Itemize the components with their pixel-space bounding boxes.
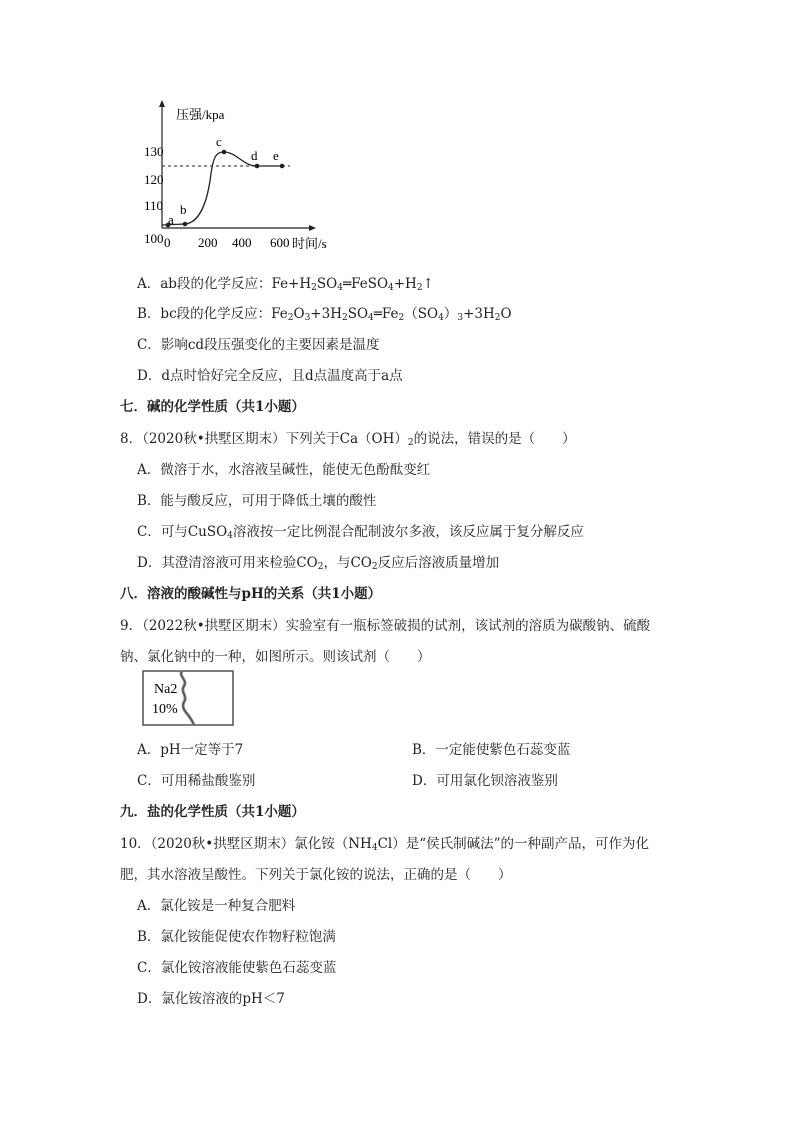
point-e xyxy=(280,164,285,169)
q8-option-a: A．微溶于水，水溶液呈碱性，能使无色酚酞变红 xyxy=(137,462,431,478)
q9-option-c: C．可用稀盐酸鉴别 xyxy=(137,773,256,789)
y-tick-label: 100 xyxy=(144,231,164,246)
y-axis-label: 压强/kpa xyxy=(176,107,225,122)
point-c xyxy=(222,150,227,155)
question-10-stem-line2: 肥，其水溶液呈酸性。下列关于氯化铵的说法，正确的是（ ） xyxy=(120,867,512,883)
q10-option-c: C．氯化铵溶液能使紫色石蕊变蓝 xyxy=(137,960,337,976)
q7-option-a: A．ab段的化学反应：$Fe+H_2SO_4═FeSO_4+H_2↑$ xyxy=(137,276,434,293)
section-heading: 八．溶液的酸碱性与pH的关系（共1小题） xyxy=(120,586,382,602)
y-axis-arrow xyxy=(159,100,165,107)
y-tick-label: 120 xyxy=(144,172,164,187)
q9-option-a: A．pH一定等于7 xyxy=(137,742,244,758)
point-label: b xyxy=(180,202,187,217)
point-label: a xyxy=(168,212,174,227)
q10-option-b: B．氯化铵能促使农作物籽粒饱满 xyxy=(137,929,336,945)
question-8-stem: 8．（2020秋•拱墅区期末）下列关于$Ca(OH)_2$的说法，错误的是（ ） xyxy=(120,431,576,448)
y-tick-label: 110 xyxy=(144,198,164,213)
point-b xyxy=(183,222,188,227)
point-d xyxy=(255,164,260,169)
q8-option-d: D．其澄清溶液可用来检验$CO_2$，与$CO_2$反应后溶液质量增加 xyxy=(137,555,500,572)
q9-option-d: D．可用氯化钡溶液鉴别 xyxy=(412,773,558,789)
x-axis-arrow xyxy=(309,225,316,231)
x-axis-label: 时间/s xyxy=(292,236,327,251)
section-heading: 七．碱的化学性质（共1小题） xyxy=(120,399,305,415)
q7-option-b: B．bc段的化学反应：$Fe_2O_3+3H_2SO_4═Fe_2(SO_4)_3+3H_2O$ xyxy=(137,306,512,323)
point-label: e xyxy=(273,148,279,163)
point-label: d xyxy=(251,148,258,163)
x-tick-label: 0 xyxy=(164,235,171,250)
q9-option-b: B．一定能使紫色石蕊变蓝 xyxy=(412,742,571,758)
q7-option-d: D．d点时恰好完全反应，且d点温度高于a点 xyxy=(137,368,403,384)
label-text-bottom: 10% xyxy=(152,702,178,717)
q10-option-a: A．氯化铵是一种复合肥料 xyxy=(137,898,296,914)
q7-option-c: C．影响cd段压强变化的主要因素是温度 xyxy=(137,337,380,353)
x-tick-label: 400 xyxy=(232,235,252,250)
q8-option-b: B．能与酸反应，可用于降低土壤的酸性 xyxy=(137,493,377,509)
x-tick-label: 200 xyxy=(198,235,218,250)
question-10-stem-line1: 10．（2020秋•拱墅区期末）氯化铵$(NH_4Cl)$是“侯氏制碱法”的一种副产品，可作为化 xyxy=(120,836,650,853)
question-9-stem-line2: 钠、氯化钠中的一种，如图所示。则该试剂（ ） xyxy=(120,649,431,665)
q10-option-d: D．氯化铵溶液的pH＜7 xyxy=(137,991,285,1007)
pressure-time-graph xyxy=(140,96,340,256)
label-text-top: Na2 xyxy=(154,682,178,697)
x-tick-label: 600 xyxy=(270,235,290,250)
question-9-stem-line1: 9．（2022秋•拱墅区期末）实验室有一瓶标签破损的试剂，该试剂的溶质为碳酸钠、硫酸 xyxy=(120,618,651,634)
torn-label-figure xyxy=(142,670,236,728)
section-heading: 九．盐的化学性质（共1小题） xyxy=(120,804,305,820)
point-label: c xyxy=(216,134,222,149)
y-tick-label: 130 xyxy=(144,144,164,159)
q8-option-c: C．可与CuSO$_4$溶液按一定比例混合配制波尔多液，该反应属于复分解反应 xyxy=(137,524,584,541)
